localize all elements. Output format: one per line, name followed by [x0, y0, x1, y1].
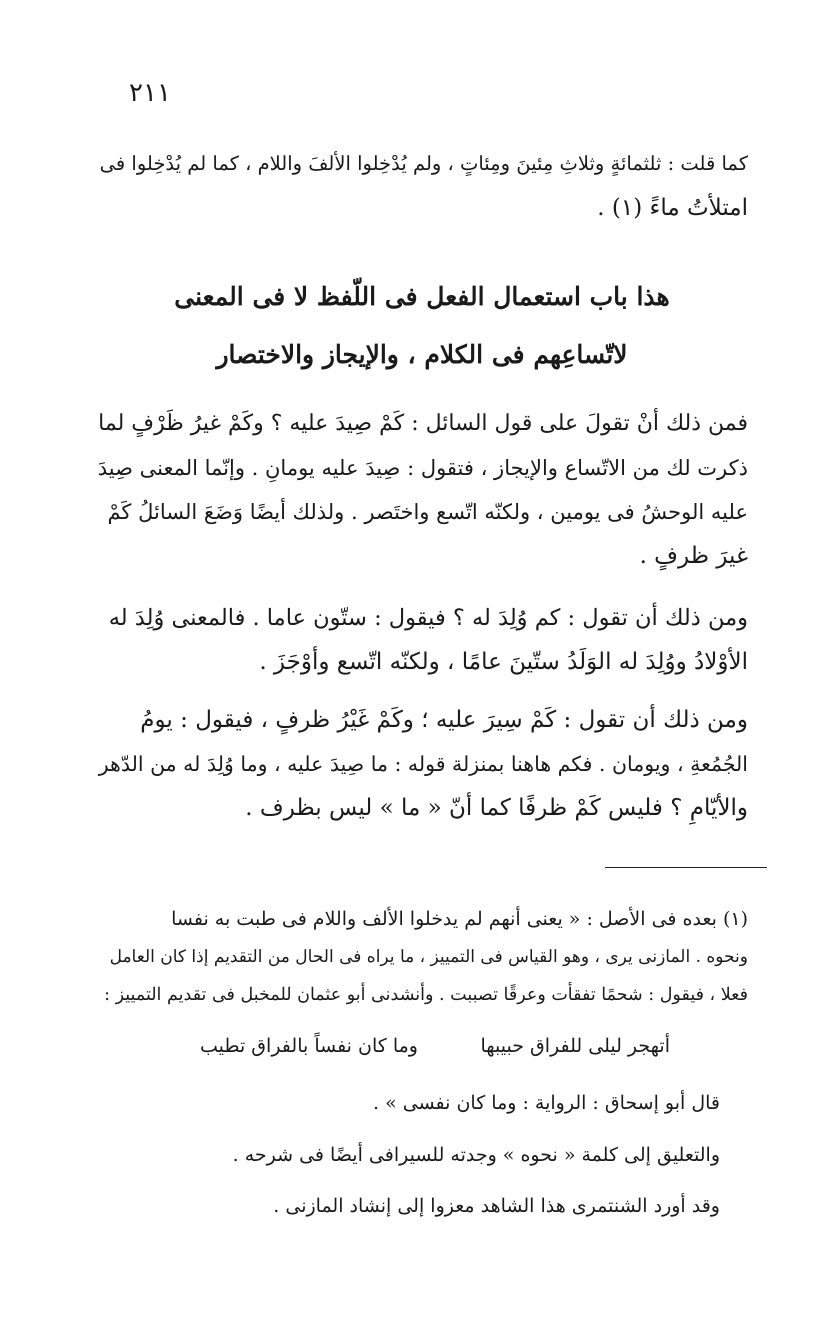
verse-second-hemistich: وما كان نفساً بالفراق تطيب	[200, 1035, 418, 1057]
footnote-note-taaliq: والتعليق إلى كلمة « نحوه » وجدته للسيرافى أيضًا فى شرحه .	[232, 1144, 720, 1166]
paragraph-line: والأيّامِ ؟ فليس كَمْ ظرفًا كما أنّ « ما » ليس بظرف .	[245, 795, 748, 821]
paragraph-line: ومن ذلك أن تقول : كم وُلِدَ له ؟ فيقول : ستّون عاما . فالمعنى وُلِدَ له	[108, 605, 748, 631]
footnote-line: (١) بعده فى الأصل : « يعنى أنهم لم يدخلوا الألف واللام فى طبت به نفسا	[171, 908, 748, 930]
intro-line: كما قلت : ثلثمائةٍ وثلاثِ مِئينَ ومِئاتٍ ، ولم يُدْخِلوا الألفَ واللام ، كما لم يُدْخِلوا فى	[99, 152, 748, 175]
intro-line: امتلأتُ ماءً (١) .	[597, 195, 748, 221]
paragraph-3	[96, 698, 748, 830]
paragraph-line: الأوْلادُ ووُلِدَ له الوَلَدُ ستّينَ عامًا ، ولكنّه اتّسع وأوْجَزَ .	[259, 649, 748, 675]
page-number: ٢١١	[129, 78, 171, 108]
footnote-paragraph	[96, 900, 748, 1014]
paragraph-1	[96, 402, 748, 578]
footnote-note-abu-ishaq: قال أبو إسحاق : الرواية : وما كان نفسى » .	[372, 1092, 720, 1114]
chapter-subheading: لاتّساعِهم فى الكلام ، والإيجاز والاختصار	[216, 340, 628, 369]
intro-paragraph	[96, 142, 748, 230]
paragraph-line: عليه الوحشُ فى يومين ، ولكنّه اتّسع واختَصر . ولذلك أيضًا وَضَعَ السائلُ كَمْ	[107, 500, 748, 524]
paragraph-2	[96, 596, 748, 684]
paragraph-line: فمن ذلك أنْ تقولَ على قول السائل : كَمْ صِيدَ عليه ؟ وكَمْ غيرُ ظَرْفٍ لما	[98, 411, 748, 436]
footnote-line: ونحوه . المازنى يرى ، وهو القياس فى التمييز ، ما يراه فى الحال من التقديم إذا كان العامل	[109, 947, 748, 967]
footnote-note-shantamari: وقد أورد الشنتمرى هذا الشاهد معزوا إلى إنشاد المازنى .	[273, 1195, 720, 1217]
paragraph-line: الجُمُعةِ ، ويومان . فكم هاهنا بمنزلة قوله : ما صِيدَ عليه ، وما وُلِدَ له من الدّهر	[98, 752, 748, 776]
footnote-divider	[605, 867, 767, 868]
chapter-heading: هذا باب استعمال الفعل فى اللّفظ لا فى المعنى	[174, 282, 670, 311]
paragraph-line: ومن ذلك أن تقول : كَمْ سِيرَ عليه ؛ وكَمْ غَيْرُ ظرفٍ ، فيقول : يومُ	[140, 707, 748, 733]
footnote-line: فعلا ، فيقول : شحمًا تفقأت وعرقًا تصببت . وأنشدنى أبو عثمان للمخبل فى تقديم التمييز :	[104, 985, 748, 1005]
poetry-verse	[200, 1035, 670, 1057]
verse-first-hemistich: أتهجر ليلى للفراق حبيبها	[480, 1035, 670, 1057]
paragraph-line: غيرَ ظرفٍ .	[639, 543, 748, 569]
paragraph-line: ذكرت لك من الاتّساع والإيجاز ، فتقول : صِيدَ عليه يومانِ . وإنّما المعنى صِيدَ	[97, 456, 748, 480]
